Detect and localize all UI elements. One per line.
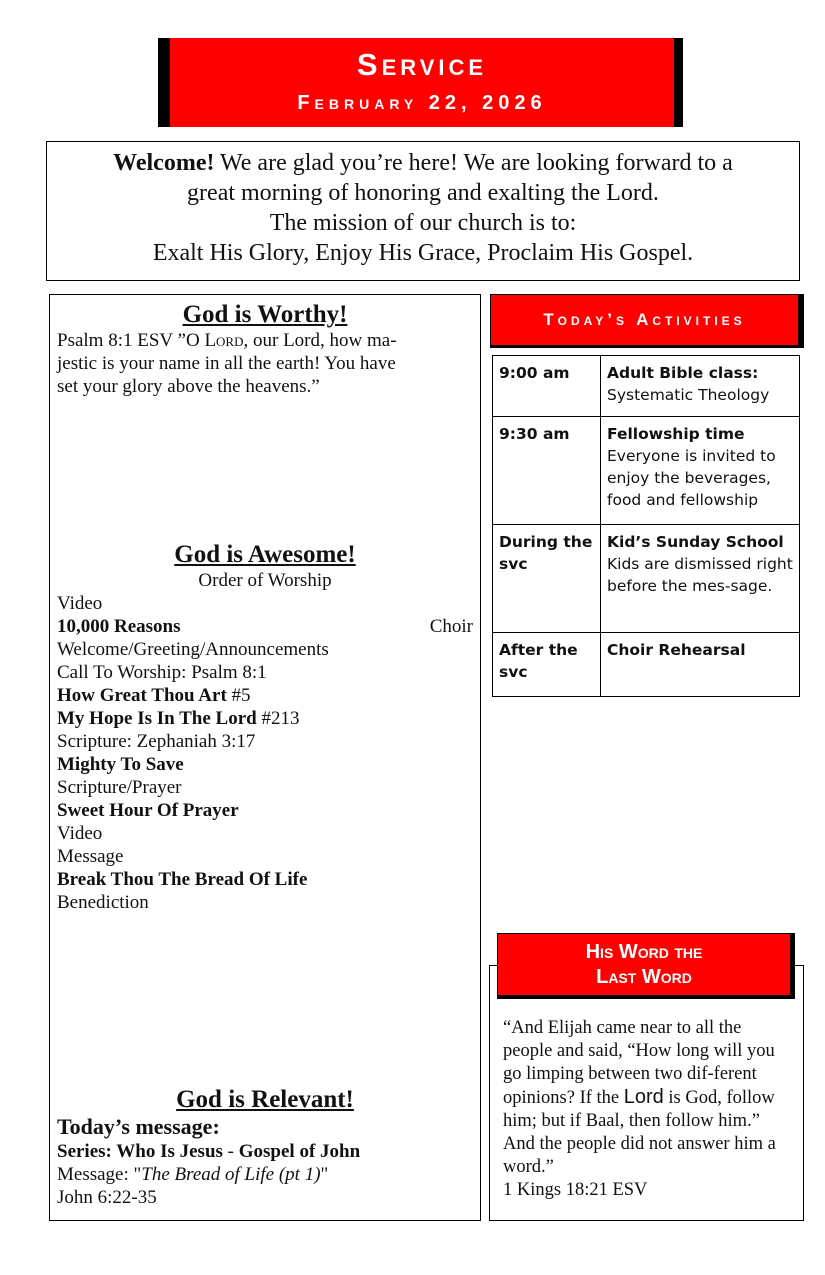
order-item-hymn-number: #213 <box>256 708 300 729</box>
order-item-text: Video <box>57 593 103 614</box>
message-label: Message: " <box>57 1164 142 1185</box>
order-item-text: My Hope Is In The Lord <box>57 708 257 729</box>
series-name: Gospel of John <box>238 1141 361 1162</box>
order-of-worship-label: Order of Worship <box>198 570 332 591</box>
activity-row <box>493 417 800 525</box>
order-item <box>57 638 473 661</box>
order-item-text: Benediction <box>57 892 149 913</box>
activity-time: 9:00 am <box>493 356 601 417</box>
order-item <box>57 845 473 868</box>
order-item-text: Video <box>57 823 103 844</box>
activity-row <box>493 633 800 697</box>
activities-table <box>492 355 800 697</box>
psalm-lord: Lord <box>204 330 244 351</box>
activity-detail <box>601 417 800 525</box>
activity-title: Choir Rehearsal <box>607 641 746 659</box>
order-item <box>57 891 473 914</box>
his-word-banner <box>497 933 791 996</box>
activity-description: Systematic Theology <box>607 386 770 404</box>
activity-row <box>493 356 800 417</box>
message-passage: John 6:22-35 <box>57 1187 157 1208</box>
activity-detail <box>601 525 800 633</box>
activity-detail <box>601 633 800 697</box>
order-item <box>57 730 473 753</box>
activity-description: Kids are dismissed right before the mes-sage. <box>607 555 793 595</box>
service-title: Service <box>356 47 488 82</box>
order-item-text: Break Thou The Bread Of Life <box>57 869 308 890</box>
order-item-performer: Choir <box>429 616 473 637</box>
order-item-text: Sweet Hour Of Prayer <box>57 800 239 821</box>
psalm-line-2: jestic is your name in all the earth! You have <box>57 353 396 374</box>
message-title: The Bread of Life (pt 1) <box>141 1164 321 1185</box>
order-item <box>57 684 473 707</box>
order-item <box>57 661 473 684</box>
order-item <box>57 753 473 776</box>
psalm-text <box>50 329 480 398</box>
service-date: February 22, 2026 <box>297 92 547 114</box>
activity-time: During the svc <box>493 525 601 633</box>
verse-before: “And Elijah came near to all the people and said, “How long will you go limping between two dif-ferent opinions? If the <box>503 1018 775 1108</box>
todays-message-label: Today’s message: <box>57 1114 220 1139</box>
worship-column <box>49 294 481 1221</box>
activity-detail <box>601 356 800 417</box>
order-item <box>57 592 473 615</box>
verse-text <box>503 1017 793 1202</box>
series-label: Series: Who Is Jesus <box>57 1141 223 1162</box>
worthy-heading: God is Worthy! <box>182 301 348 328</box>
message-info <box>50 1114 480 1209</box>
welcome-bold: Welcome! <box>113 150 215 176</box>
activity-time: After the svc <box>493 633 601 697</box>
order-item-text: Message <box>57 846 124 867</box>
his-word-banner-line-1: His Word the <box>585 941 703 963</box>
header-banner <box>170 38 674 127</box>
order-item <box>57 822 473 845</box>
his-word-banner-line-2: Last Word <box>596 966 692 988</box>
order-item <box>57 707 473 730</box>
activity-row <box>493 525 800 633</box>
verse-reference: 1 Kings 18:21 ESV <box>503 1180 648 1200</box>
welcome-line-3: The mission of our church is to: <box>269 210 577 236</box>
activity-title: Fellowship time <box>607 425 745 443</box>
order-item <box>57 799 473 822</box>
order-item <box>57 776 473 799</box>
order-item-text: Scripture: Zephaniah 3:17 <box>57 731 256 752</box>
welcome-line-4: Exalt His Glory, Enjoy His Grace, Proclaim His Gospel. <box>152 240 694 266</box>
welcome-line-1-rest: We are glad you’re here! We are looking forward to a <box>214 150 733 176</box>
activity-time: 9:30 am <box>493 417 601 525</box>
message-close: " <box>320 1164 329 1185</box>
order-item-text: Welcome/Greeting/Announcements <box>57 639 329 660</box>
awesome-heading: God is Awesome! <box>174 541 356 568</box>
order-item-text: How Great Thou Art <box>57 685 227 706</box>
message-line <box>57 1163 473 1186</box>
order-item-hymn-number: #5 <box>226 685 251 706</box>
welcome-line-1 <box>47 148 799 178</box>
series-line <box>57 1140 473 1163</box>
psalm-line-1 <box>57 329 473 352</box>
welcome-line-2: great morning of honoring and exalting the Lord. <box>187 180 659 206</box>
activity-title: Adult Bible class: <box>607 364 759 382</box>
psalm-line-3: set your glory above the heavens.” <box>57 376 320 397</box>
psalm-line-1-start: Psalm 8:1 ESV ”O <box>57 330 205 351</box>
order-of-worship-list <box>50 592 480 914</box>
order-item-text: Mighty To Save <box>57 754 184 775</box>
psalm-line-1-rest: , our Lord, how ma- <box>243 330 397 351</box>
order-item <box>57 615 473 638</box>
series-separator: - <box>222 1141 239 1162</box>
order-item-text: 10,000 Reasons <box>57 616 181 637</box>
relevant-heading: God is Relevant! <box>176 1086 354 1113</box>
order-item <box>57 868 473 891</box>
welcome-box <box>46 141 800 281</box>
activity-description: Everyone is invited to enjoy the beverages, food and fellowship <box>607 447 776 509</box>
activity-title: Kid’s Sunday School <box>607 533 784 551</box>
order-item-text: Scripture/Prayer <box>57 777 182 798</box>
verse-lord: Lord <box>623 1086 664 1108</box>
order-item-text: Call To Worship: Psalm 8:1 <box>57 662 267 683</box>
verse-after: is God, follow him; but if Baal, then follow him.” And the people did not answer him a word.” <box>503 1088 776 1177</box>
activities-banner: Today’s Activities <box>490 294 799 346</box>
